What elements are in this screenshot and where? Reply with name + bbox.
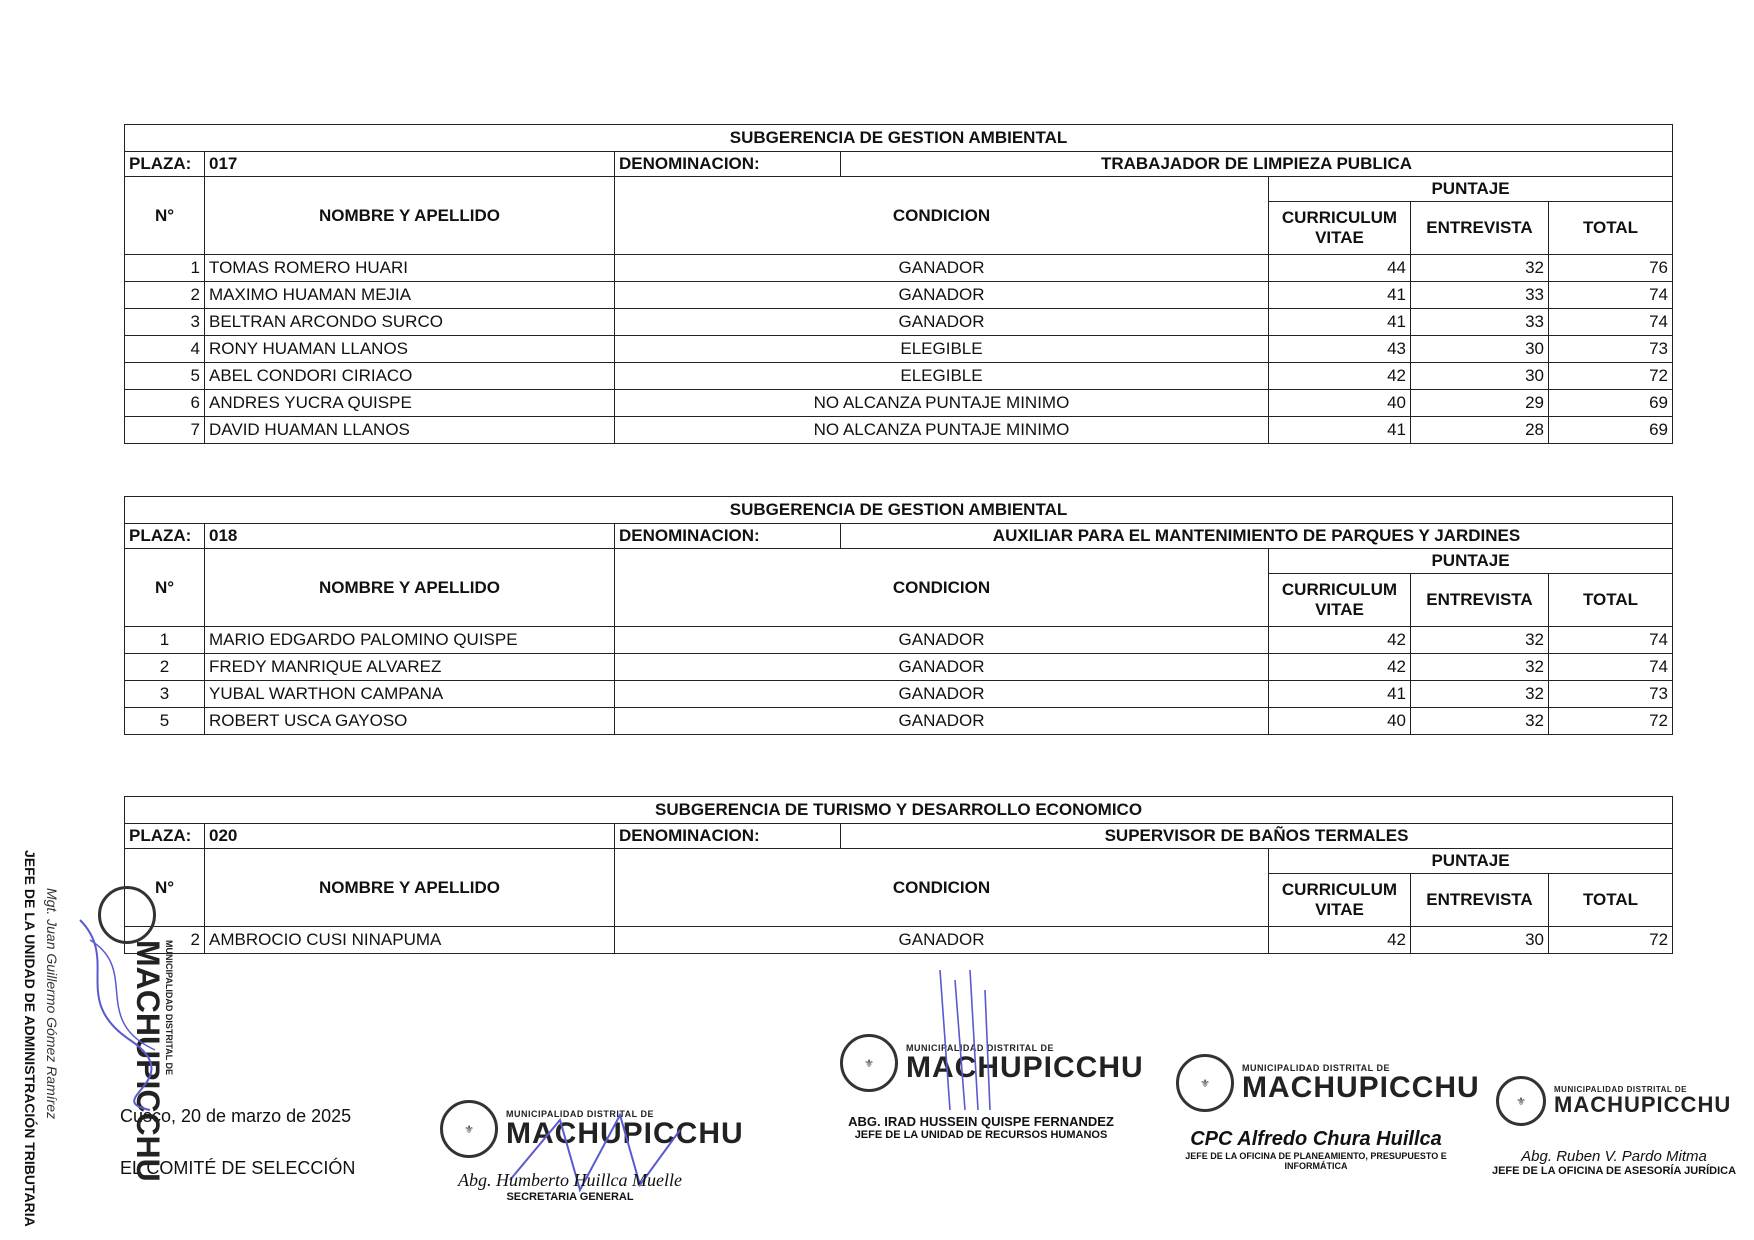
col-curriculum-vitae: CURRICULUM VITAE — [1269, 874, 1411, 927]
subgerencia-title: SUBGERENCIA DE GESTION AMBIENTAL — [125, 497, 1673, 524]
col-num: N° — [125, 177, 205, 255]
signature-role: JEFE DE LA OFICINA DE ASESORÍA JURÍDICA — [1491, 1165, 1737, 1177]
signature-planeamiento — [1166, 1128, 1466, 1171]
signature-left-role: JEFE DE LA UNIDAD DE ADMINISTRACIÓN TRIBUTARIA — [22, 850, 38, 1227]
row-total: 76 — [1549, 255, 1673, 282]
row-total: 69 — [1549, 417, 1673, 444]
plaza-label: PLAZA: — [125, 524, 205, 549]
row-condicion: NO ALCANZA PUNTAJE MINIMO — [615, 417, 1269, 444]
col-puntaje: PUNTAJE — [1269, 177, 1673, 202]
row-num: 6 — [125, 390, 205, 417]
row-cv: 40 — [1269, 390, 1411, 417]
table-row — [125, 309, 1673, 336]
row-nombre: MARIO EDGARDO PALOMINO QUISPE — [205, 627, 615, 654]
row-total: 72 — [1549, 927, 1673, 954]
col-puntaje: PUNTAJE — [1269, 549, 1673, 574]
row-nombre: BELTRAN ARCONDO SURCO — [205, 309, 615, 336]
col-nombre: NOMBRE Y APELLIDO — [205, 849, 615, 927]
row-nombre: YUBAL WARTHON CAMPANA — [205, 681, 615, 708]
table-row — [125, 708, 1673, 735]
col-condicion: CONDICION — [615, 849, 1269, 927]
row-entrevista: 30 — [1411, 927, 1549, 954]
signature-name: CPC Alfredo Chura Huillca — [1190, 1128, 1442, 1150]
row-condicion: GANADOR — [615, 282, 1269, 309]
row-condicion: ELEGIBLE — [615, 336, 1269, 363]
table-row — [125, 390, 1673, 417]
col-entrevista: ENTREVISTA — [1411, 874, 1549, 927]
row-nombre: ABEL CONDORI CIRIACO — [205, 363, 615, 390]
row-num: 4 — [125, 336, 205, 363]
stamp-top-text: MUNICIPALIDAD DISTRITAL DE — [906, 1042, 1054, 1053]
row-condicion: GANADOR — [615, 627, 1269, 654]
row-cv: 40 — [1269, 708, 1411, 735]
col-nombre: NOMBRE Y APELLIDO — [205, 549, 615, 627]
plaza-number: 020 — [205, 824, 615, 849]
stamp-main-text: MACHUPICCHU — [1554, 1092, 1732, 1117]
table-row — [125, 681, 1673, 708]
col-curriculum-vitae: CURRICULUM VITAE — [1269, 202, 1411, 255]
row-condicion: GANADOR — [615, 654, 1269, 681]
signature-role: JEFE DE LA OFICINA DE PLANEAMIENTO, PRESUPUESTO E INFORMÁTICA — [1185, 1151, 1447, 1171]
denominacion-label: DENOMINACION: — [615, 152, 841, 177]
plaza-label: PLAZA: — [125, 152, 205, 177]
stamp-main-text: MACHUPICCHU — [1242, 1070, 1480, 1104]
table-plaza-017 — [124, 124, 1673, 444]
signature-name: Abg. Humberto Huillca Muelle — [458, 1170, 682, 1190]
subgerencia-title: SUBGERENCIA DE GESTION AMBIENTAL — [125, 125, 1673, 152]
row-cv: 42 — [1269, 627, 1411, 654]
stamp-top-text: MUNICIPALIDAD DISTRITAL DE — [506, 1108, 654, 1119]
row-num: 2 — [125, 927, 205, 954]
col-condicion: CONDICION — [615, 549, 1269, 627]
col-nombre: NOMBRE Y APELLIDO — [205, 177, 615, 255]
table-row — [125, 654, 1673, 681]
col-puntaje: PUNTAJE — [1269, 849, 1673, 874]
row-total: 72 — [1549, 363, 1673, 390]
row-condicion: GANADOR — [615, 309, 1269, 336]
signature-name: Abg. Ruben V. Pardo Mitma — [1521, 1148, 1707, 1165]
stamp-top-text: MUNICIPALIDAD DISTRITAL DE — [1554, 1085, 1687, 1094]
stamp-left-main: MACHUPICCHU — [130, 940, 166, 1182]
row-num: 5 — [125, 363, 205, 390]
denominacion-value: SUPERVISOR DE BAÑOS TERMALES — [841, 824, 1673, 849]
col-condicion: CONDICION — [615, 177, 1269, 255]
signature-role: JEFE DE LA UNIDAD DE RECURSOS HUMANOS — [854, 1129, 1108, 1141]
row-condicion: GANADOR — [615, 927, 1269, 954]
row-total: 69 — [1549, 390, 1673, 417]
row-nombre: AMBROCIO CUSI NINAPUMA — [205, 927, 615, 954]
row-condicion: GANADOR — [615, 681, 1269, 708]
row-cv: 43 — [1269, 336, 1411, 363]
row-total: 74 — [1549, 309, 1673, 336]
row-condicion: GANADOR — [615, 255, 1269, 282]
signature-scribble-icon — [60, 900, 180, 1120]
signature-scribble-icon — [930, 960, 1010, 1120]
row-num: 3 — [125, 681, 205, 708]
seal-icon: ⚜ — [440, 1100, 498, 1158]
row-cv: 44 — [1269, 255, 1411, 282]
row-entrevista: 30 — [1411, 336, 1549, 363]
signature-role: SECRETARIA GENERAL — [506, 1191, 634, 1203]
row-total: 74 — [1549, 654, 1673, 681]
row-condicion: GANADOR — [615, 708, 1269, 735]
row-total: 74 — [1549, 282, 1673, 309]
col-num: N° — [125, 849, 205, 927]
row-nombre: TOMAS ROMERO HUARI — [205, 255, 615, 282]
row-cv: 42 — [1269, 654, 1411, 681]
denominacion-value: AUXILIAR PARA EL MANTENIMIENTO DE PARQUES Y JARDINES — [841, 524, 1673, 549]
table-row — [125, 336, 1673, 363]
plaza-number: 018 — [205, 524, 615, 549]
row-num: 2 — [125, 282, 205, 309]
row-entrevista: 28 — [1411, 417, 1549, 444]
seal-icon: ⚜ — [1496, 1076, 1546, 1126]
row-entrevista: 32 — [1411, 255, 1549, 282]
seal-icon: ⚜ — [840, 1034, 898, 1092]
row-num: 1 — [125, 255, 205, 282]
stamp-left-top: MUNICIPALIDAD DISTRITAL DE — [164, 940, 174, 1075]
table-plaza-018 — [124, 496, 1673, 735]
row-nombre: DAVID HUAMAN LLANOS — [205, 417, 615, 444]
table-row — [125, 627, 1673, 654]
col-total: TOTAL — [1549, 202, 1673, 255]
row-cv: 42 — [1269, 927, 1411, 954]
row-num: 1 — [125, 627, 205, 654]
stamp-asesoria — [1496, 1076, 1731, 1126]
denominacion-label: DENOMINACION: — [615, 524, 841, 549]
table-row — [125, 255, 1673, 282]
row-entrevista: 32 — [1411, 708, 1549, 735]
row-nombre: ROBERT USCA GAYOSO — [205, 708, 615, 735]
row-cv: 41 — [1269, 309, 1411, 336]
row-condicion: ELEGIBLE — [615, 363, 1269, 390]
row-cv: 41 — [1269, 282, 1411, 309]
plaza-label: PLAZA: — [125, 824, 205, 849]
col-entrevista: ENTREVISTA — [1411, 202, 1549, 255]
plaza-number: 017 — [205, 152, 615, 177]
table-row — [125, 927, 1673, 954]
row-entrevista: 32 — [1411, 627, 1549, 654]
signature-rrhh — [836, 1114, 1126, 1141]
stamp-main-text: MACHUPICCHU — [506, 1116, 744, 1150]
row-total: 73 — [1549, 336, 1673, 363]
table-row — [125, 363, 1673, 390]
subgerencia-title: SUBGERENCIA DE TURISMO Y DESARROLLO ECONOMICO — [125, 797, 1673, 824]
denominacion-value: TRABAJADOR DE LIMPIEZA PUBLICA — [841, 152, 1673, 177]
denominacion-label: DENOMINACION: — [615, 824, 841, 849]
col-num: N° — [125, 549, 205, 627]
stamp-planeamiento — [1176, 1054, 1480, 1112]
row-entrevista: 30 — [1411, 363, 1549, 390]
row-total: 73 — [1549, 681, 1673, 708]
signature-left-name: Mgt. Juan Guillermo Gómez Ramírez — [44, 888, 60, 1120]
footer-date: Cusco, 20 de marzo de 2025 — [120, 1106, 352, 1126]
row-nombre: MAXIMO HUAMAN MEJIA — [205, 282, 615, 309]
row-nombre: ANDRES YUCRA QUISPE — [205, 390, 615, 417]
footer-comite: EL COMITÉ DE SELECCIÓN — [120, 1158, 356, 1178]
row-entrevista: 29 — [1411, 390, 1549, 417]
row-entrevista: 33 — [1411, 282, 1549, 309]
stamp-main-text: MACHUPICCHU — [906, 1050, 1144, 1084]
row-cv: 41 — [1269, 681, 1411, 708]
row-condicion: NO ALCANZA PUNTAJE MINIMO — [615, 390, 1269, 417]
col-total: TOTAL — [1549, 574, 1673, 627]
col-total: TOTAL — [1549, 874, 1673, 927]
row-entrevista: 32 — [1411, 681, 1549, 708]
table-row — [125, 282, 1673, 309]
row-num: 3 — [125, 309, 205, 336]
col-entrevista: ENTREVISTA — [1411, 574, 1549, 627]
stamp-top-text: MUNICIPALIDAD DISTRITAL DE — [1242, 1062, 1390, 1073]
signature-name: ABG. IRAD HUSSEIN QUISPE FERNANDEZ — [848, 1114, 1114, 1129]
signature-secretaria — [430, 1170, 710, 1203]
row-cv: 41 — [1269, 417, 1411, 444]
row-cv: 42 — [1269, 363, 1411, 390]
table-plaza-020 — [124, 796, 1673, 954]
row-entrevista: 32 — [1411, 654, 1549, 681]
row-total: 74 — [1549, 627, 1673, 654]
col-curriculum-vitae: CURRICULUM VITAE — [1269, 574, 1411, 627]
table-row — [125, 417, 1673, 444]
row-nombre: FREDY MANRIQUE ALVAREZ — [205, 654, 615, 681]
signature-asesoria — [1484, 1148, 1744, 1177]
row-num: 7 — [125, 417, 205, 444]
row-num: 2 — [125, 654, 205, 681]
row-num: 5 — [125, 708, 205, 735]
seal-icon: ⚜ — [1176, 1054, 1234, 1112]
row-nombre: RONY HUAMAN LLANOS — [205, 336, 615, 363]
row-total: 72 — [1549, 708, 1673, 735]
row-entrevista: 33 — [1411, 309, 1549, 336]
